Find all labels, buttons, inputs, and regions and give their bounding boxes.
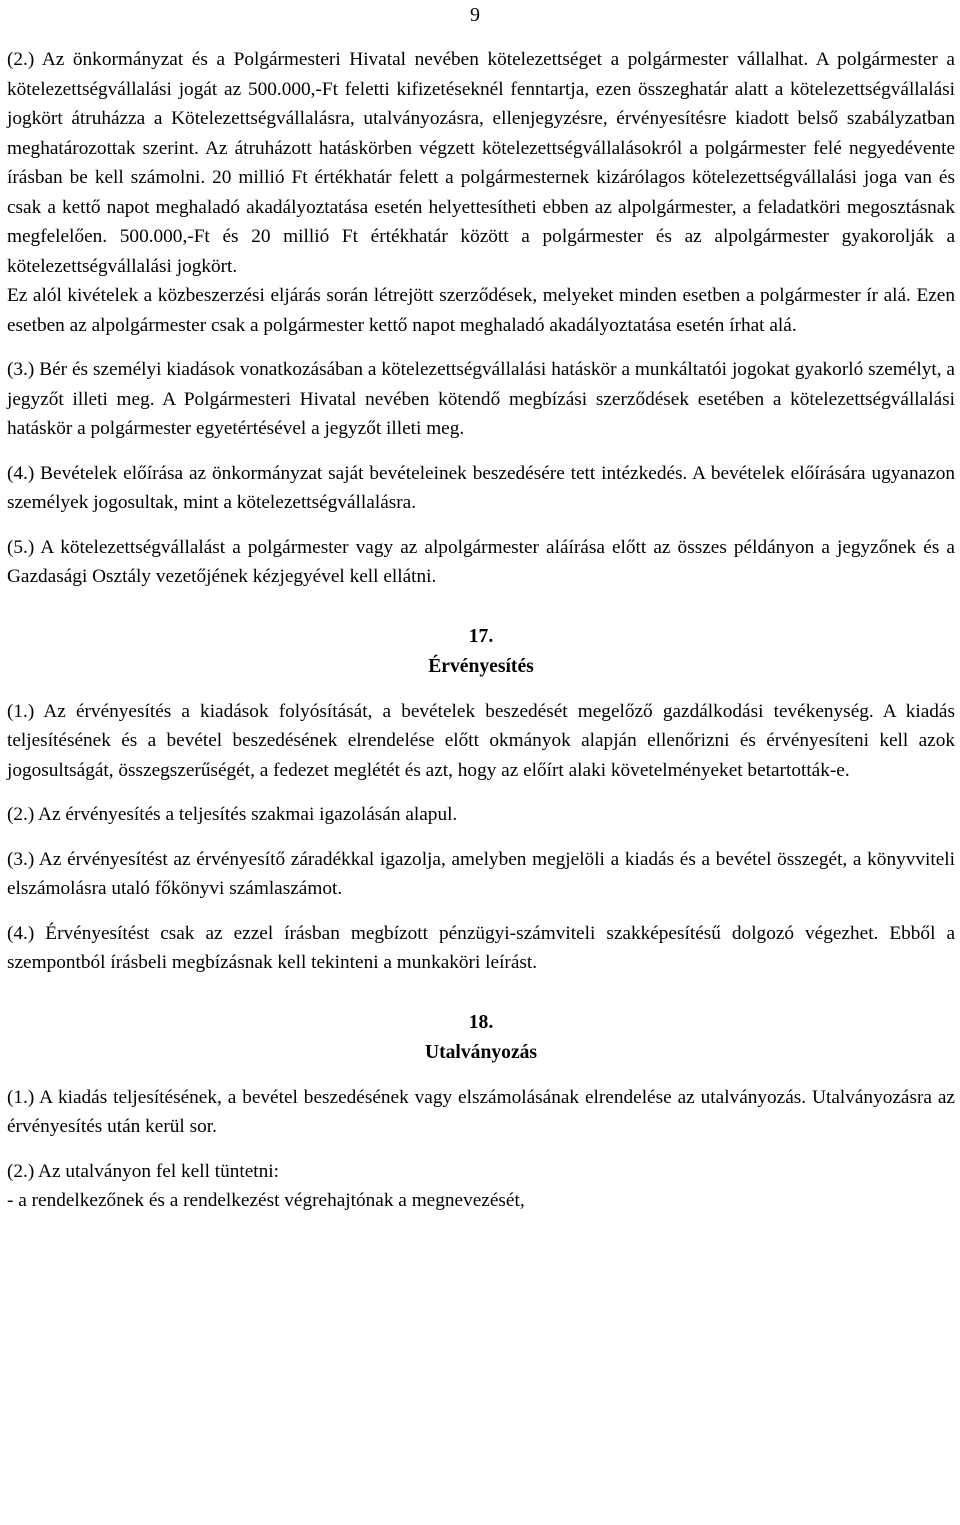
list-intro: (2.) Az utalványon fel kell tüntetni: bbox=[7, 1160, 280, 1182]
paragraph-2-commitment-authority: (2.) Az önkormányzat és a Polgármesteri Hivatal nevében kötelezettséget a polgármester vállalhat. A polgármester a kötelezettségvállalási jogát az 500.000,-Ft feletti kifizetéseknél fenntartja, ezen összeghatár alatt a kötelezettségvállalási jogkört átruházza a Kötelezettségvállalásra, utalványozásra, ellenjegyzésre, érvényesítésre kiadott belső szabályzatban meghatározottak szerint. Az átruházott hatáskörben végzett kötelezettségvállalásokról a polgármester felé negyedévente írásban be kell számolni. 20 millió Ft értékhatár felett a polgármesternek kizárólagos kötelezettségvállalási joga van és csak a kettő napot meghaladó akadályoztatása esetén helyettesítheti ebben az alpolgármester, a feladatköri megosztásnak megfelelően. 500.000,-Ft és 20 millió Ft értékhatár között a polgármester és az alpolgármester gyakorolják a kötelezettségvállalási jogkört. bbox=[7, 49, 955, 277]
paragraph-4-revenue: (4.) Bevételek előírása az önkormányzat saját bevételeinek beszedésére tett intézkedés. A bevételek előírására ugyanazon személyek jogosultak, mint a kötelezettségvállalásra. bbox=[7, 462, 955, 513]
document-body bbox=[7, 45, 955, 1216]
list-item: - a rendelkezőnek és a rendelkezést végrehajtónak a megnevezését, bbox=[7, 1190, 525, 1211]
paragraph-3-validation: (3.) Az érvényesítést az érvényesítő záradékkal igazolja, amelyben megjelöli a kiadás és a bevétel összegét, a könyvviteli elszámolásra utaló főkönyvi számlaszámot. bbox=[7, 848, 955, 899]
section-title: Utalványozás bbox=[424, 1041, 538, 1063]
page-number: 9 bbox=[470, 4, 480, 26]
section-18-heading bbox=[7, 1008, 955, 1068]
paragraph-4-validation: (4.) Érvényesítést csak az ezzel írásban megbízott pénzügyi-számviteli szakképesítésű dolgozó végezhet. Ebből a szempontból írásbeli megbízásnak kell tekinteni a munkaköri leírást. bbox=[7, 922, 955, 973]
paragraph-5-countersign: (5.) A kötelezettségvállalást a polgármester vagy az alpolgármester aláírása előtt az összes példányon a jegyzőnek és a Gazdasági Osztály vezetőjének kézjegyével kell ellátni. bbox=[7, 536, 955, 587]
paragraph-1-payment-order: (1.) A kiadás teljesítésének, a bevétel beszedésének vagy elszámolásának elrendelése az utalványozás. Utalványozásra az érvényesítés után kerül sor. bbox=[7, 1086, 955, 1137]
section-number: 18. bbox=[468, 1011, 494, 1033]
paragraph-exceptions-procurement: Ez alól kivételek a közbeszerzési eljárás során létrejött szerződések, melyeket minden esetben a polgármester ír alá. Ezen esetben az alpolgármester csak a polgármester kettő napot meghaladó akadályoztatása esetén írhat alá. bbox=[7, 285, 955, 336]
paragraph-3-wages: (3.) Bér és személyi kiadások vonatkozásában a kötelezettségvállalási hatáskör a munkáltatói jogokat gyakorló személyt, a jegyzőt illeti meg. A Polgármesteri Hivatal nevében kötendő megbízási szerződések esetében a kötelezettségvállalási hatáskör a polgármester egyetértésével a jegyzőt illeti meg. bbox=[7, 359, 955, 439]
paragraph-1-validation: (1.) Az érvényesítés a kiadások folyósítását, a bevételek beszedését megelőző gazdálkodási tevékenység. A kiadás teljesítésének és a bevétel beszedésének elrendelése előtt okmányok alapján ellenőrizni és érvényesíteni kell azok jogosultságát, összegszerűségét, a fedezet meglétét és azt, hogy az előírt alaki követelményeket betartották-e. bbox=[7, 700, 955, 781]
section-number: 17. bbox=[468, 625, 494, 647]
section-17-heading bbox=[7, 622, 955, 682]
section-title: Érvényesítés bbox=[428, 655, 534, 677]
paragraph-2-validation: (2.) Az érvényesítés a teljesítés szakmai igazolásán alapul. bbox=[7, 804, 458, 825]
paragraph-2-payment-order bbox=[7, 1157, 955, 1216]
